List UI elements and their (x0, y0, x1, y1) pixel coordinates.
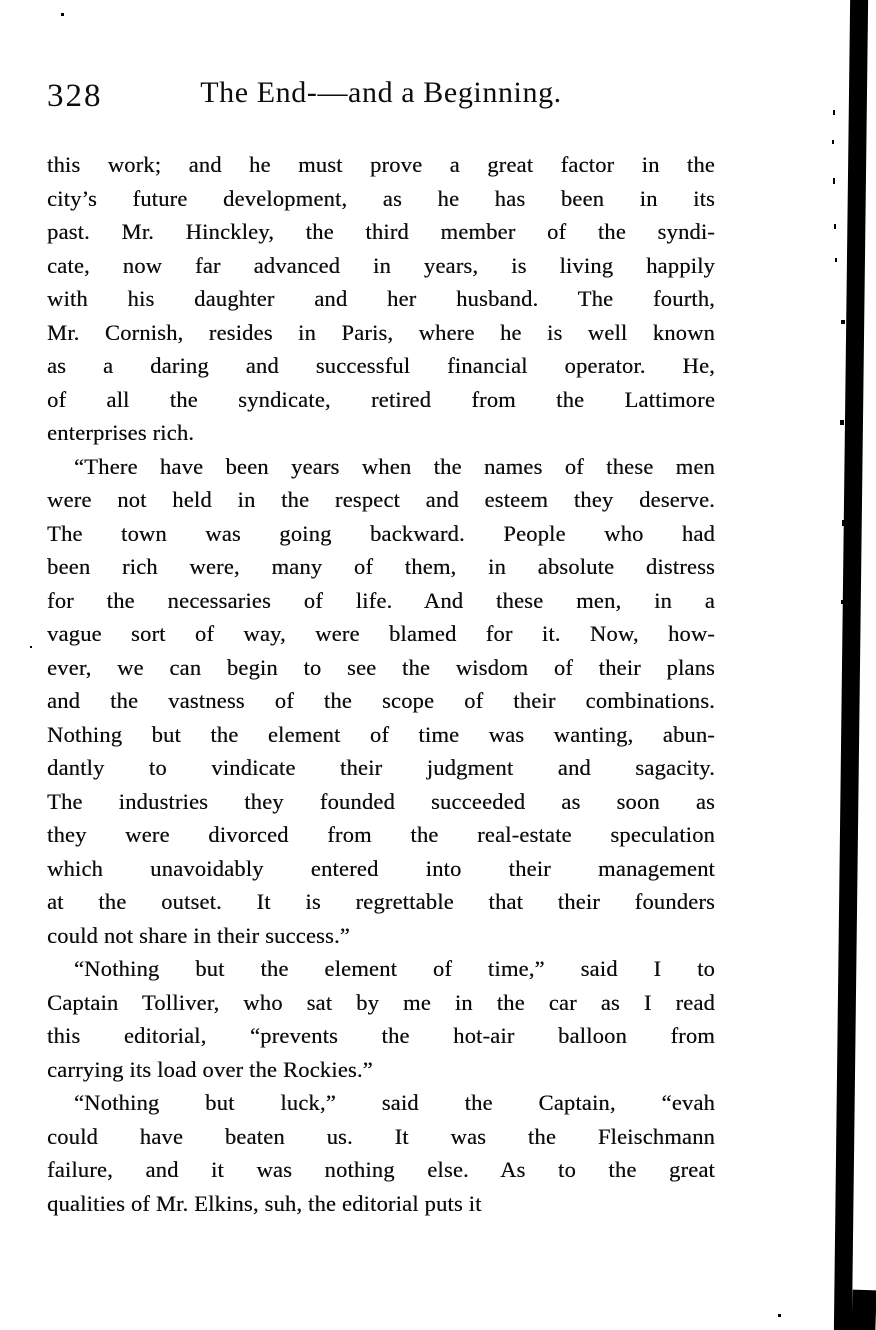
text-line: carrying its load over the Rockies.” (47, 1056, 373, 1082)
text-line: dantly to vindicate their judgment and sagacity. (47, 755, 715, 780)
scan-speck (834, 224, 836, 229)
scan-speck (833, 110, 835, 115)
text-line: been rich were, many of them, in absolute distress (47, 554, 715, 579)
text-line: “There have been years when the names of these men (74, 453, 715, 479)
page-header (47, 76, 715, 120)
text-line: ever, we can begin to see the wisdom of their plans (47, 654, 715, 680)
scan-speck (841, 320, 845, 324)
scan-speck (778, 1314, 781, 1317)
text-line: were not held in the respect and esteem they deserve. (47, 487, 715, 512)
scan-speck (844, 660, 847, 663)
scan-speck (842, 520, 846, 526)
text-line: this editorial, “prevents the hot-air balloon from (47, 1023, 715, 1048)
text-line: qualities of Mr. Elkins, suh, the editorial puts it (47, 1190, 482, 1216)
text-line: could not share in their success.” (47, 922, 350, 948)
scan-speck (832, 140, 834, 144)
text-line: Mr. Cornish, resides in Paris, where he is well known (47, 319, 715, 345)
scan-speck (846, 1022, 849, 1027)
text-line: and the vastness of the scope of their combinations. (47, 688, 715, 713)
text-line: Captain Tolliver, who sat by me in the car as I read (47, 989, 715, 1015)
running-title: The End-—and a Beginning. (200, 76, 562, 109)
scan-speck (833, 178, 835, 184)
scan-speck (841, 600, 844, 604)
text-line: which unavoidably entered into their management (47, 855, 715, 881)
text-line: city’s future development, as he has been in its (47, 185, 715, 211)
text-line: cate, now far advanced in years, is living happily (47, 252, 715, 278)
text-line: for the necessaries of life. And these men, in a (47, 587, 715, 613)
text-line: “Nothing but the element of time,” said I to (74, 956, 715, 981)
text-line: they were divorced from the real-estate speculation (47, 822, 715, 847)
text-line: “Nothing but luck,” said the Captain, “evah (74, 1090, 715, 1115)
binding-shadow-band (834, 0, 869, 1330)
text-line: past. Mr. Hinckley, the third member of the syndi- (47, 219, 715, 244)
text-line: this work; and he must prove a great factor in the (47, 152, 715, 177)
text-line: The town was going backward. People who had (47, 520, 715, 546)
text-line: could have beaten us. It was the Fleischmann (47, 1123, 715, 1149)
text-line: vague sort of way, were blamed for it. Now, how- (47, 621, 715, 646)
scan-speck (30, 646, 32, 648)
page-number: 328 (47, 78, 103, 114)
scan-speck (840, 420, 844, 425)
text-line: with his daughter and her husband. The fourth, (47, 286, 715, 311)
text-line: enterprises rich. (47, 420, 195, 445)
scan-speck (835, 258, 837, 262)
text-line: of all the syndicate, retired from the Lattimore (47, 386, 715, 412)
page-body (47, 148, 715, 1220)
text-line: at the outset. It is regrettable that their founders (47, 889, 715, 914)
text-line: failure, and it was nothing else. As to the great (47, 1157, 715, 1182)
scan-speck (61, 13, 64, 16)
text-line: Nothing but the element of time was wanting, abun- (47, 721, 715, 747)
text-line: as a daring and successful financial operator. He, (47, 353, 715, 378)
binding-shadow-foot (851, 1290, 876, 1330)
text-line: The industries they founded succeeded as soon as (47, 788, 715, 814)
